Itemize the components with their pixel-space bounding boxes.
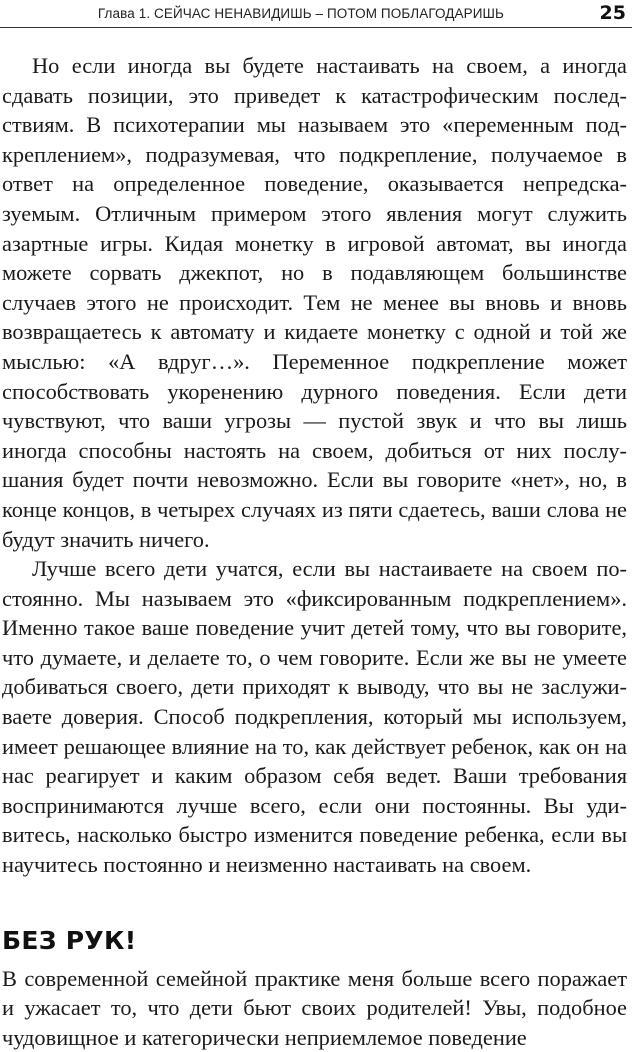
page-number: 25 bbox=[599, 2, 626, 24]
body-paragraph: В современной семейной практике меня больше всего поражает и ужасает то, что дети бьют своих родителей! Увы, подобное чудовищное и категорически неприемлемое поведение bbox=[2, 965, 627, 1050]
page-body bbox=[2, 51, 627, 1052]
running-header bbox=[0, 0, 632, 28]
body-paragraph: Но если иногда вы будете настаивать на своем, а иногда сдавать позиции, это приведет к катастрофическим последствиям. В психотерапии мы называем это «переменным подкреплением», подразумевая, что подкрепление, получаемое в ответ на определенное поведение, оказывается непредсказуемым. Отличным примером этого явления могут служить азартные игры. Кидая монетку в игровой автомат, вы иногда можете сорвать джекпот, но в подавляющем большинстве случаев этого не происходит. Тем не менее вы вновь и вновь возвращаетесь к автомату и кидаете монетку с одной и той же мыслью: «А вдруг…». Переменное подкрепление может способствовать укоренению дурного поведения. Если дети чувствуют, что ваши угрозы — пустой звук и что вы лишь иногда способны настоять на своем, добиться от них послушания будет почти невозможно. Если вы говорите «нет», но, в конце концов, в четырех случаях из пяти сдаетесь, ваши слова не будут значить ничего. bbox=[2, 53, 627, 552]
section-heading: БЕЗ РУК! bbox=[2, 925, 137, 955]
chapter-running-title: Глава 1. СЕЙЧАС НЕНАВИДИШЬ – ПОТОМ ПОБЛАГОДАРИШЬ bbox=[97, 6, 504, 21]
body-paragraph: Лучше всего дети учатся, если вы настаиваете на своем постоянно. Мы называем это «фиксированным подкреплением». Именно такое ваше поведение учит детей тому, что вы говорите, что думаете, и делаете то, о чем говорите. Если же вы не умеете добиваться своего, дети приходят к выводу, что вы не заслуживаете доверия. Способ подкрепления, который мы используем, имеет решающее влияние на то, как действует ребенок, как он на нас реагирует и каким образом себя ведет. Ваши требования воспринимаются лучше всего, если они постоянны. Вы удивитесь, насколько быстро изменится поведение ребенка, если вы научитесь постоянно и неизменно настаивать на своем. bbox=[2, 556, 627, 878]
